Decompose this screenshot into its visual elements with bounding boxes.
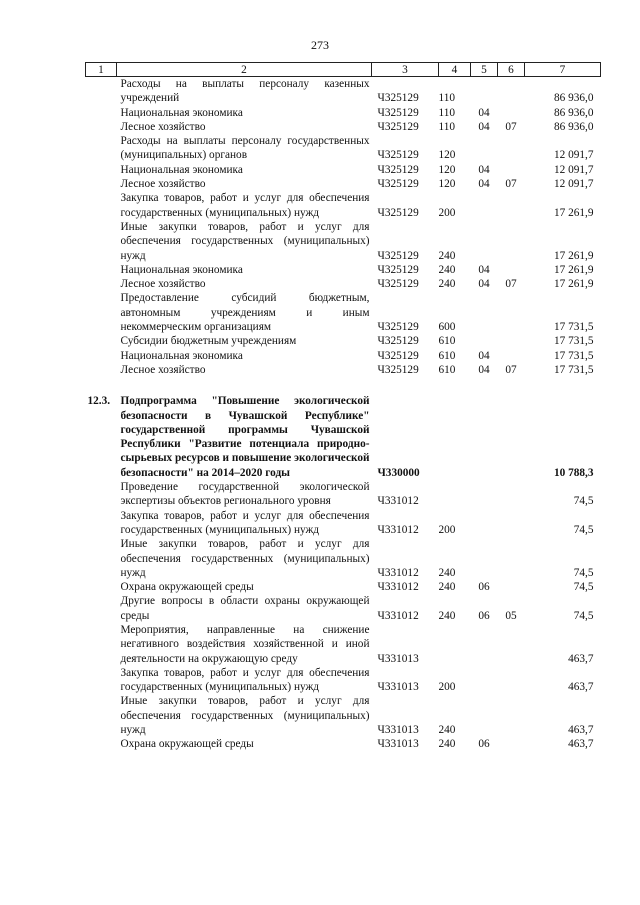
row-pr: 07 — [505, 363, 517, 376]
table-row — [86, 277, 601, 291]
row-code: Ч325129 — [377, 321, 419, 334]
table-row — [86, 509, 601, 538]
row-vr: 200 — [438, 681, 456, 694]
row-rz: 04 — [478, 349, 490, 362]
row-vr: 240 — [438, 249, 456, 262]
table-row — [86, 77, 601, 106]
row-vr — [439, 623, 471, 666]
row-vr: 610 — [438, 349, 456, 362]
table-row — [86, 291, 601, 334]
row-pr: 05 — [505, 609, 517, 622]
table-header — [86, 63, 601, 77]
row-pr — [498, 537, 525, 580]
table-row — [86, 106, 601, 120]
row-amount: 12 091,7 — [553, 178, 594, 191]
row-rz — [471, 480, 498, 509]
row-rz: 04 — [478, 363, 490, 376]
row-vr: 240 — [438, 581, 456, 594]
table-row — [86, 263, 601, 277]
row-name: Национальная экономика — [120, 106, 243, 119]
budget-table — [85, 62, 601, 752]
row-name: Лесное хозяйство — [120, 363, 206, 376]
row-code: Ч331013 — [377, 724, 419, 737]
table-row — [86, 594, 601, 623]
row-rz: 04 — [478, 263, 490, 276]
page-number: 273 — [311, 38, 329, 52]
row-pr — [498, 694, 525, 737]
row-vr: 110 — [438, 92, 456, 105]
header-col-2: 2 — [117, 63, 372, 77]
row-code: Ч325129 — [377, 363, 419, 376]
row-rz: 04 — [478, 278, 490, 291]
row-vr: 600 — [438, 321, 456, 334]
table-row — [86, 623, 601, 666]
row-amount: 74,5 — [573, 523, 594, 536]
header-col-6: 6 — [498, 63, 525, 77]
row-vr: 200 — [438, 523, 456, 536]
row-name: Лесное хозяйство — [120, 120, 206, 133]
row-amount: 17 261,9 — [553, 278, 594, 291]
table-row — [86, 480, 601, 509]
table-row — [86, 349, 601, 363]
row-code: Ч325129 — [377, 349, 419, 362]
row-vr: 240 — [438, 566, 456, 579]
row-amount: 463,7 — [568, 652, 594, 665]
header-col-3: 3 — [372, 63, 439, 77]
row-code: Ч325129 — [377, 149, 419, 162]
header-col-1: 1 — [86, 63, 117, 77]
row-amount: 12 091,7 — [553, 149, 594, 162]
row-rz: 06 — [478, 581, 490, 594]
row-pr — [498, 580, 525, 594]
row-pr — [498, 77, 525, 106]
row-vr: 110 — [438, 120, 456, 133]
row-code: Ч331013 — [377, 681, 419, 694]
row-rz — [471, 537, 498, 580]
row-name: Закупка товаров, работ и услуг для обеспечения государственных (муниципальных) нужд — [120, 666, 370, 694]
row-code: Ч331012 — [377, 581, 419, 594]
row-code: Ч331012 — [377, 609, 419, 622]
row-pr — [498, 509, 525, 538]
row-code: Ч331012 — [377, 495, 419, 508]
row-amount: 12 091,7 — [553, 163, 594, 176]
row-code: Ч325129 — [377, 92, 419, 105]
table-row — [86, 134, 601, 163]
row-vr: 120 — [438, 163, 456, 176]
row-name: Предоставление субсидий бюджетным, автономным учреждениям и иным некоммерческим организациям — [120, 292, 370, 334]
row-code: Ч331012 — [377, 566, 419, 579]
row-rz — [471, 220, 498, 263]
table-row — [86, 163, 601, 177]
row-pr — [498, 191, 525, 220]
row-code: Ч325129 — [377, 120, 419, 133]
row-pr — [498, 291, 525, 334]
row-pr — [498, 737, 525, 751]
row-vr: 610 — [438, 363, 456, 376]
row-code: Ч325129 — [377, 163, 419, 176]
row-pr — [498, 134, 525, 163]
table-row — [86, 177, 601, 191]
row-rz — [471, 334, 498, 348]
row-name: Лесное хозяйство — [120, 178, 206, 191]
row-name: Иные закупки товаров, работ и услуг для обеспечения государственных (муниципальных) нужд — [120, 220, 370, 262]
row-rz — [471, 77, 498, 106]
row-code: Ч331013 — [377, 738, 419, 751]
row-vr: 240 — [438, 724, 456, 737]
row-name: Иные закупки товаров, работ и услуг для обеспечения государственных (муниципальных) нужд — [120, 695, 370, 737]
row-pr — [498, 106, 525, 120]
row-amount: 86 936,0 — [553, 106, 594, 119]
row-vr: 240 — [438, 609, 456, 622]
row-amount: 463,7 — [568, 724, 594, 737]
row-pr — [498, 666, 525, 695]
row-name: Проведение государственной экологической экспертизы объектов регионального уровня — [120, 481, 370, 508]
row-name: Охрана окружающей среды — [120, 738, 254, 751]
row-amount: 17 731,5 — [553, 363, 594, 376]
row-amount: 74,5 — [573, 609, 594, 622]
row-name: Национальная экономика — [120, 163, 243, 176]
header-row — [86, 63, 601, 77]
subprogram-name: Подпрограмма "Повышение экологической безопасности в Чувашской Республике" государственной программы Чувашской Республики "Развитие потенциала природно-сырьевых ресурсов и повышение экологической безопасности" на 2014–2020 годы — [120, 395, 370, 479]
row-name: Охрана окружающей среды — [120, 581, 254, 594]
row-pr: 07 — [505, 278, 517, 291]
row-amount: 17 731,5 — [553, 335, 594, 348]
row-name: Закупка товаров, работ и услуг для обеспечения государственных (муниципальных) нужд — [120, 509, 370, 536]
row-rz: 06 — [478, 609, 490, 622]
row-pr — [498, 349, 525, 363]
row-code: Ч331012 — [377, 523, 419, 536]
table-row — [86, 737, 601, 751]
row-vr: 610 — [438, 335, 456, 348]
row-code: Ч331013 — [377, 652, 419, 665]
row-amount: 74,5 — [573, 566, 594, 579]
table-row — [86, 220, 601, 263]
row-vr: 120 — [438, 178, 456, 191]
row-amount: 17 261,9 — [553, 206, 594, 219]
row-vr: 240 — [438, 263, 456, 276]
row-amount: 74,5 — [573, 495, 594, 508]
table-row — [86, 694, 601, 737]
header-col-4: 4 — [439, 63, 471, 77]
subprogram-code: Ч330000 — [377, 466, 420, 479]
row-name: Мероприятия, направленные на снижение негативного воздействия хозяйственной и иной деятельности на окружающую среду — [120, 623, 370, 665]
table-row — [86, 334, 601, 348]
subprogram-number: 12.3. — [87, 395, 111, 408]
row-rz — [471, 694, 498, 737]
row-code: Ч325129 — [377, 335, 419, 348]
row-rz: 06 — [478, 738, 490, 751]
table-body — [86, 77, 601, 752]
row-pr — [498, 480, 525, 509]
header-col-5: 5 — [471, 63, 498, 77]
row-rz: 04 — [478, 178, 490, 191]
row-rz — [471, 191, 498, 220]
spacer-row — [86, 377, 601, 394]
table-row — [86, 191, 601, 220]
row-name: Лесное хозяйство — [120, 278, 206, 291]
row-amount: 74,5 — [573, 581, 594, 594]
row-vr — [439, 480, 471, 509]
row-pr: 07 — [505, 178, 517, 191]
row-name: Расходы на выплаты персоналу государственных (муниципальных) органов — [120, 135, 370, 162]
table-row — [86, 120, 601, 134]
row-name: Расходы на выплаты персоналу казенных учреждений — [120, 78, 370, 105]
subprogram-row — [86, 394, 601, 480]
table-row — [86, 537, 601, 580]
row-pr — [498, 220, 525, 263]
row-amount: 17 261,9 — [553, 263, 594, 276]
table-row — [86, 580, 601, 594]
row-name: Иные закупки товаров, работ и услуг для обеспечения государственных (муниципальных) нужд — [120, 538, 370, 579]
row-rz: 04 — [478, 163, 490, 176]
row-amount: 17 731,5 — [553, 321, 594, 334]
row-vr: 240 — [438, 278, 456, 291]
row-code: Ч325129 — [377, 206, 419, 219]
row-rz — [471, 623, 498, 666]
row-vr: 240 — [438, 738, 456, 751]
row-pr: 07 — [505, 120, 517, 133]
row-code: Ч325129 — [377, 178, 419, 191]
row-name: Национальная экономика — [120, 349, 243, 362]
row-vr: 120 — [438, 149, 456, 162]
row-code: Ч325129 — [377, 278, 419, 291]
row-rz: 04 — [478, 106, 490, 119]
header-col-7: 7 — [525, 63, 601, 77]
row-rz — [471, 134, 498, 163]
row-amount: 17 261,9 — [553, 249, 594, 262]
table-row — [86, 666, 601, 695]
row-amount: 17 731,5 — [553, 349, 594, 362]
row-amount: 86 936,0 — [553, 92, 594, 105]
row-amount: 463,7 — [568, 681, 594, 694]
row-name: Закупка товаров, работ и услуг для обеспечения государственных (муниципальных) нужд — [120, 192, 370, 219]
table-row — [86, 363, 601, 377]
row-pr — [498, 623, 525, 666]
row-rz — [471, 291, 498, 334]
row-code: Ч325129 — [377, 263, 419, 276]
row-code: Ч325129 — [377, 106, 419, 119]
row-amount: 86 936,0 — [553, 120, 594, 133]
row-code: Ч325129 — [377, 249, 419, 262]
row-name: Субсидии бюджетным учреждениям — [120, 335, 297, 348]
row-pr — [498, 334, 525, 348]
row-rz — [471, 666, 498, 695]
row-vr: 200 — [438, 206, 456, 219]
row-rz — [471, 509, 498, 538]
subprogram-amount: 10 788,3 — [553, 466, 594, 479]
row-pr — [498, 163, 525, 177]
row-name: Национальная экономика — [120, 263, 243, 276]
row-rz: 04 — [478, 120, 490, 133]
row-pr — [498, 263, 525, 277]
row-vr: 110 — [438, 106, 456, 119]
row-amount: 463,7 — [568, 738, 594, 751]
row-name: Другие вопросы в области охраны окружающей среды — [120, 595, 370, 622]
